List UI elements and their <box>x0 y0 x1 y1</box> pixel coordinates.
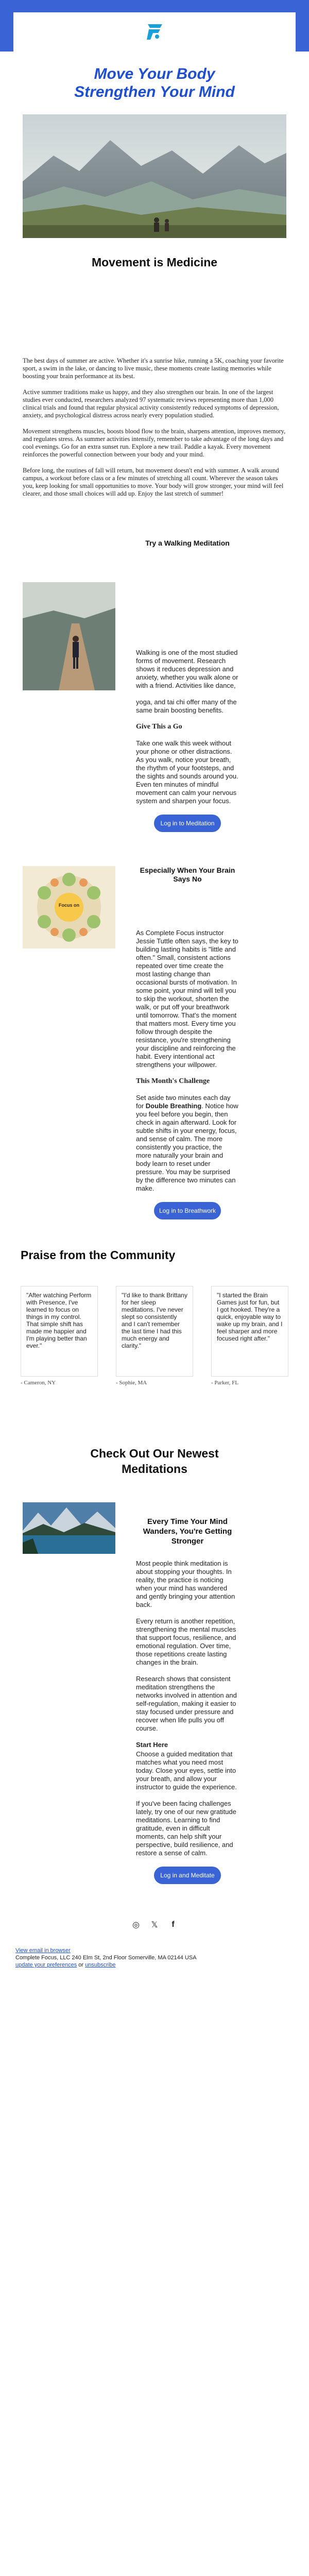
unsubscribe-link[interactable]: unsubscribe <box>85 1962 116 1968</box>
walking-paragraph: Take one walk this week without your phone or other distractions. As you walk, notice your breath, the rhythm of your footsteps, and the sights and sounds around you. Even ten minutes of mindful movement can calm your nervous system and sharpen your focus. <box>136 739 238 805</box>
testimonial-name: - Parker, FL <box>211 1380 239 1386</box>
testimonial-quote: "I'd like to thank Brittany for her sleep meditations. I've never slept so consistently and I can't remember the last time I had this much energy and clarity." <box>116 1286 193 1377</box>
footer-or: or <box>77 1962 85 1968</box>
walking-title: Try a Walking Meditation <box>145 539 230 547</box>
walking-paragraph: yoga, and tai chi offer many of the same brain boosting benefits. <box>136 698 237 714</box>
footer-links <box>15 1961 294 1969</box>
lake-image <box>23 1502 115 1554</box>
challenge-text-post: . Notice how you feel before you begin, then check in again afterward. Look for subtle shifts in your energy, focus, and sense of calm. The more consistently you practice, the more naturally your brain and body learn to reset under pressure. You may be surprised by the difference two minutes can make. <box>136 1102 238 1192</box>
header-logo-area <box>13 12 296 52</box>
walking-image-column <box>23 539 115 832</box>
hero-title-line1: Move Your Body <box>94 65 215 82</box>
wheel-center-label: Focus on <box>59 903 79 908</box>
newest-paragraph: Most people think meditation is about stopping your thoughts. In reality, the practice is noticing when your mind has wandered and gently bringing your attention back. <box>136 1560 235 1608</box>
facebook-icon[interactable]: f <box>171 1920 175 1929</box>
intro-paragraph: Active summer traditions make us happy, and they also strengthen our brain. In one of the largest studies ever conducted, researchers analyzed 97 systematic reviews representing more than 1,000 clinical trials and found that regular physical activity consistently reduced symptoms of depression, anxiety, and psychological distress across nearly every population studied. <box>23 388 279 419</box>
intro-paragraph: The best days of summer are active. Whether it's a sunrise hike, running a 5K, coaching your favorite sport, a swim in the lake, or dancing to live music, these moments create lasting memories while boosting your brain performance at its best. <box>23 357 284 380</box>
double-breathing-label: Double Breathing <box>145 1102 202 1110</box>
footer <box>0 1947 309 1969</box>
newest-paragraph: Every return is another repetition, strengthening the mental muscles that support focus, resilience, and emotional regulation. Over time, those repetitions create lasting changes in the brain. <box>136 1617 236 1666</box>
hero-title-line2: Strengthen Your Mind <box>74 83 235 100</box>
intro-paragraph: Before long, the routines of fall will return, but movement doesn't end with summer. A walk around campus, a workout before class or a few minutes of stretching all count. Wherever the season takes you, keep looking for small opportunities to move. Your body will grow stronger, your mind will feel clearer, and those small choices will add up. Enjoy the last stretch of summer! <box>23 467 284 497</box>
testimonial-name: - Cameron, NY <box>21 1380 56 1386</box>
newest-paragraph: Choose a guided meditation that matches what you need most today. Close your eyes, settle into your breath, and allow your instructor to guide the experience. <box>136 1750 237 1791</box>
newest-heading-line1: Check Out Our Newest <box>90 1447 219 1460</box>
brain-title: Especially When Your Brain Says No <box>140 866 235 883</box>
walking-paragraph: Walking is one of the most studied forms of movement. Research shows it reduces depression and anxiety, whether you walk alone or with a friend. Activities like dance, <box>136 649 238 689</box>
challenge-paragraph <box>136 1094 239 1193</box>
newest-paragraph: If you've been facing challenges lately, try one of our new gratitude meditations. Learning to find gratitude, even in difficult moments, can help shift your perspective, build resilience, and restore a sense of calm. <box>136 1800 236 1857</box>
newest-section <box>0 1502 309 1884</box>
newest-feature-title: Every Time Your Mind Wanders, You're Getting Stronger <box>143 1517 232 1546</box>
brain-text-column <box>136 866 239 1219</box>
challenge-text-pre: Set aside two minutes each day for <box>136 1094 231 1110</box>
start-here-subhead: Start Here <box>136 1741 168 1749</box>
brain-section <box>0 866 309 1219</box>
testimonial-card <box>211 1286 288 1386</box>
x-icon[interactable]: 𝕏 <box>151 1921 158 1929</box>
hero-title <box>0 52 309 101</box>
brain-image-column <box>23 866 115 1219</box>
testimonial-quote: "I started the Brain Games just for fun, but I got hooked. They're a quick, enjoyable way to wake up my brain, and I feel sharper and more focused right after." <box>211 1286 288 1377</box>
testimonial-card <box>116 1286 193 1386</box>
view-in-browser-link[interactable]: View email in browser <box>15 1947 71 1954</box>
intro-paragraph: Movement strengthens muscles, boosts blood flow to the brain, sharpens attention, improves memory, and regulates stress. As summer activities intensify, remember to take advantage of the long days and cool evenings. Go for an extra sunset run. Explore a new trail. Paddle a kayak. Every movement reinforces the powerful connection between your body and your mind. <box>23 428 286 458</box>
movement-heading: Movement is Medicine <box>91 256 218 269</box>
log-in-meditation-button[interactable]: Log in to Meditation <box>154 815 221 832</box>
praise-heading: Praise from the Community <box>21 1248 176 1262</box>
testimonial-name: - Sophie, MA <box>116 1380 147 1386</box>
instagram-icon[interactable]: ◎ <box>132 1921 140 1929</box>
walking-text-column <box>136 539 239 832</box>
newest-paragraph: Research shows that consistent meditation strengthens the networks involved in attention and self-regulation, making it easier to stay focused under pressure and recover when life pulls you off course. <box>136 1675 237 1732</box>
intro-text <box>0 269 309 498</box>
newest-image-column <box>23 1502 115 1884</box>
log-in-meditate-button[interactable]: Log in and Meditate <box>154 1867 221 1884</box>
newest-heading-line2: Meditations <box>122 1462 187 1476</box>
footer-address: Complete Focus, LLC 240 Elm St, 2nd Floor Somerville, MA 02144 USA <box>15 1955 197 1961</box>
walking-section <box>0 539 309 832</box>
newest-text-column <box>136 1502 239 1884</box>
testimonials-row <box>0 1286 309 1386</box>
log-in-breathwork-button[interactable]: Log in to Breathwork <box>154 1202 221 1219</box>
brain-paragraph: As Complete Focus instructor Jessie Tuttle often says, the key to building lasting habits is "little and often." Small, consistent actions repeated over time create the most lasting change than occasional bursts of motivation. In some point, your mind will tell you to skip the workout, shorten the walk, or put off your breathwork until tomorrow. That's the moment that matters most. Every time you follow through despite the resistance, you're strengthening your discipline and reinforcing the habit. Every intentional act strengthens your willpower. <box>136 929 238 1069</box>
social-links <box>0 1919 309 1930</box>
brand-logo-icon[interactable] <box>143 20 166 44</box>
newest-heading <box>0 1446 309 1477</box>
walking-subhead: Give This a Go <box>136 723 182 731</box>
walking-woman-image <box>23 582 115 690</box>
hero-mountain-image <box>23 114 286 238</box>
testimonial-quote: "After watching Perform with Presence, I've learned to focus on things in my control. That simple shift has made me happier and I'm playing better than ever." <box>21 1286 98 1377</box>
update-preferences-link[interactable]: update your preferences <box>15 1962 77 1968</box>
header-band <box>0 0 309 52</box>
testimonial-card <box>21 1286 98 1386</box>
challenge-subhead: This Month's Challenge <box>136 1077 210 1085</box>
